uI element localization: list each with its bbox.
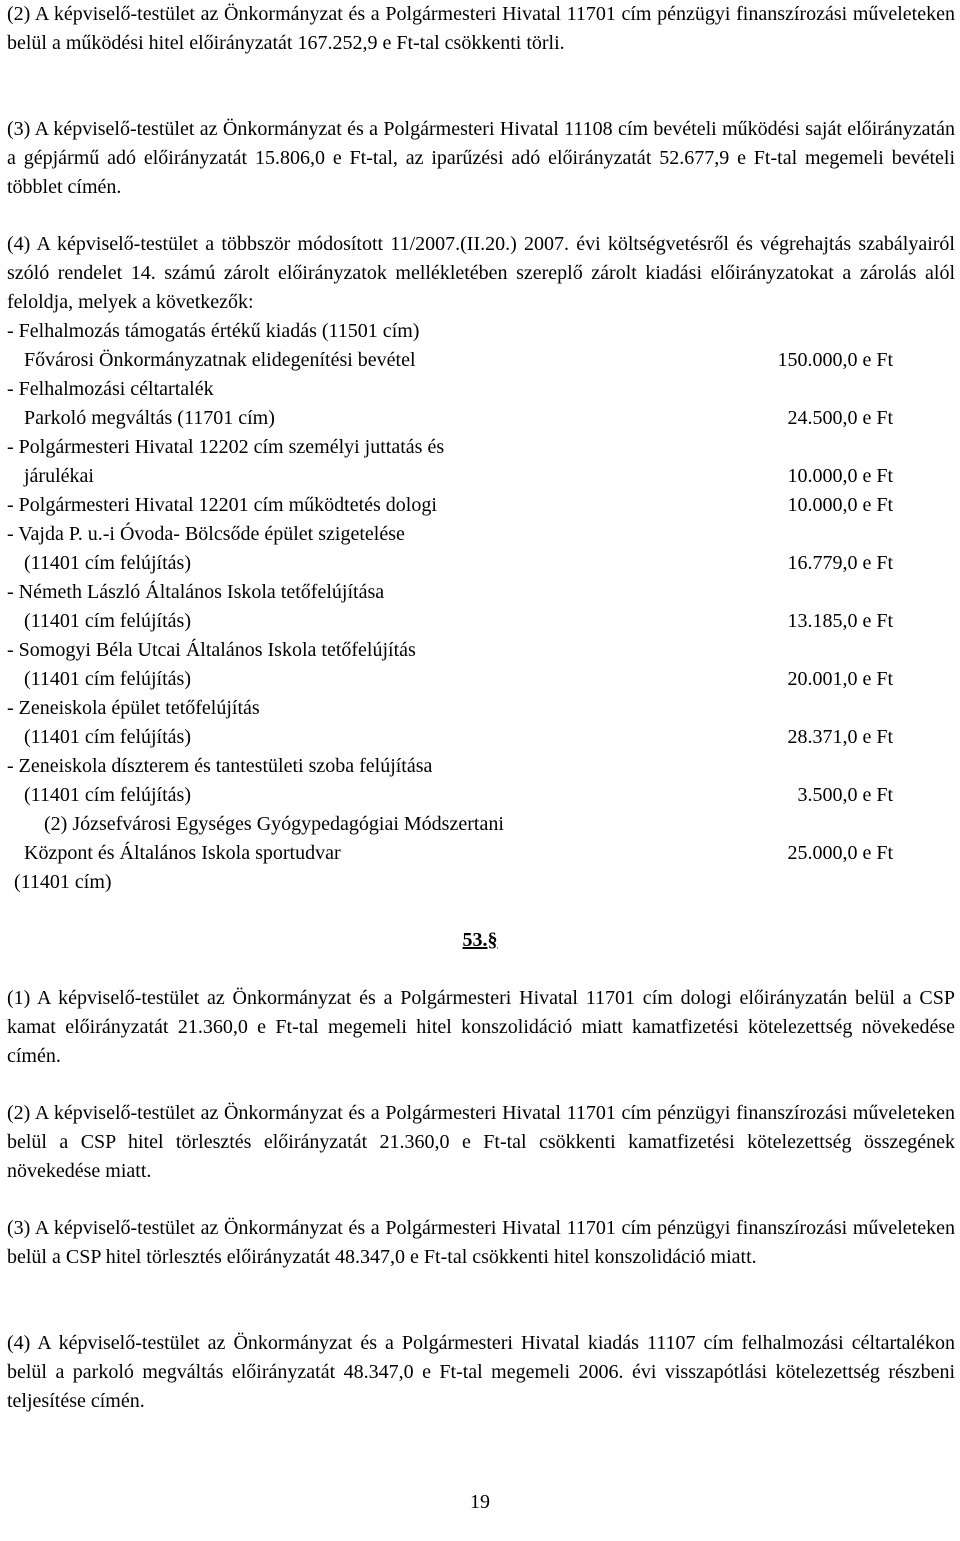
list-item: - Vajda P. u.-i Óvoda- Bölcsőde épület szigetelése (7, 523, 405, 545)
amount-value: 10.000,0 e Ft (787, 494, 893, 516)
list-item: - Polgármesteri Hivatal 12201 cím működtetés dologi (7, 494, 437, 516)
section-heading (0, 926, 960, 955)
list-item: - Polgármesteri Hivatal 12202 cím személyi juttatás és (7, 436, 445, 458)
list-item: - Felhalmozás támogatás értékű kiadás (11501 cím) (7, 320, 420, 342)
amount-value: 25.000,0 e Ft (787, 842, 893, 864)
list-item: Fővárosi Önkormányzatnak elidegenítési bevétel (24, 349, 416, 371)
list-item: - Zeneiskola díszterem és tantestületi szoba felújítása (7, 755, 433, 777)
amount-value: 24.500,0 e Ft (787, 407, 893, 429)
list-item: - Somogyi Béla Utcai Általános Iskola tetőfelújítás (7, 639, 416, 661)
list-item: Parkoló megváltás (11701 cím) (24, 407, 275, 429)
list-item: - Zeneiskola épület tetőfelújítás (7, 697, 260, 719)
list-item: - Felhalmozási céltartalék (7, 378, 214, 400)
section-number: 53. (462, 929, 488, 951)
paragraph-2-debt-reduction: (2) A képviselő-testület az Önkormányzat és a Polgármesteri Hivatal 11701 cím pénzügyi finanszírozási műveleteken belül a működési hitel előirányzatát 167.252,9 e Ft-tal csökkenti törli. (7, 3, 955, 54)
section-symbol: § (487, 929, 498, 951)
amount-value: 20.001,0 e Ft (787, 668, 893, 690)
page-number: 19 (470, 1491, 490, 1513)
list-item: (11401 cím felújítás) (24, 610, 191, 632)
amount-value: 28.371,0 e Ft (787, 726, 893, 748)
list-item: (2) Józsefvárosi Egységes Gyógypedagógiai Módszertani (44, 813, 504, 835)
amount-value: 150.000,0 e Ft (777, 349, 893, 371)
amount-value: 16.779,0 e Ft (787, 552, 893, 574)
list-item: (11401 cím) (14, 871, 112, 893)
paragraph-3-tax-revenue: (3) A képviselő-testület az Önkormányzat és a Polgármesteri Hivatal 11108 cím bevételi működési saját előirányzatán a gépjármű adó előirányzatát 15.806,0 e Ft-tal, az iparűzési adó előirányzatát 52.677,9 e Ft-tal megemeli bevételi többlet címén. (7, 118, 955, 198)
list-item: - Németh László Általános Iskola tetőfelújítása (7, 581, 385, 603)
paragraph-3-consolidation: (3) A képviselő-testület az Önkormányzat és a Polgármesteri Hivatal 11701 cím pénzügyi finanszírozási műveleteken belül a CSP hitel törlesztés előirányzatát 48.347,0 e Ft-tal csökkenti hitel konszolidáció miatt. (7, 1217, 955, 1268)
list-item: (11401 cím felújítás) (24, 668, 191, 690)
paragraph-1-interest: (1) A képviselő-testület az Önkormányzat és a Polgármesteri Hivatal 11701 cím dologi előirányzatán belül a CSP kamat előirányzatát 21.360,0 e Ft-tal megemeli hitel konszolidáció miatt kamatfizetési kötelezettség növekedése címén. (7, 987, 955, 1067)
paragraph-4-parking-reserve: (4) A képviselő-testület az Önkormányzat és a Polgármesteri Hivatal kiadás 11107 cím felhalmozási céltartalékon belül a parkoló megváltás előirányzatát 48.347,0 e Ft-tal megemeli 2006. évi visszapótlási kötelezettség részbeni teljesítése címén. (7, 1332, 955, 1412)
list-item: (11401 cím felújítás) (24, 552, 191, 574)
amount-value: 3.500,0 e Ft (797, 784, 893, 806)
list-item: Központ és Általános Iskola sportudvar (24, 842, 341, 864)
amount-value: 10.000,0 e Ft (787, 465, 893, 487)
paragraph-4-unfreeze: (4) A képviselő-testület a többször módosított 11/2007.(II.20.) 2007. évi költségvetésről és végrehajtás szabályairól szóló rendelet 14. számú zárolt előirányzatok mellékletében szereplő zárolt kiadási előirányzatokat a zárolás alól feloldja, melyek a következők: (7, 233, 955, 313)
list-item: (11401 cím felújítás) (24, 784, 191, 806)
list-item: járulékai (24, 465, 94, 487)
list-item: (11401 cím felújítás) (24, 726, 191, 748)
paragraph-2-repayment: (2) A képviselő-testület az Önkormányzat és a Polgármesteri Hivatal 11701 cím pénzügyi finanszírozási műveleteken belül a CSP hitel törlesztés előirányzatát 21.360,0 e Ft-tal csökkenti kamatfizetési kötelezettség összegének növekedése miatt. (7, 1102, 955, 1182)
amount-value: 13.185,0 e Ft (787, 610, 893, 632)
